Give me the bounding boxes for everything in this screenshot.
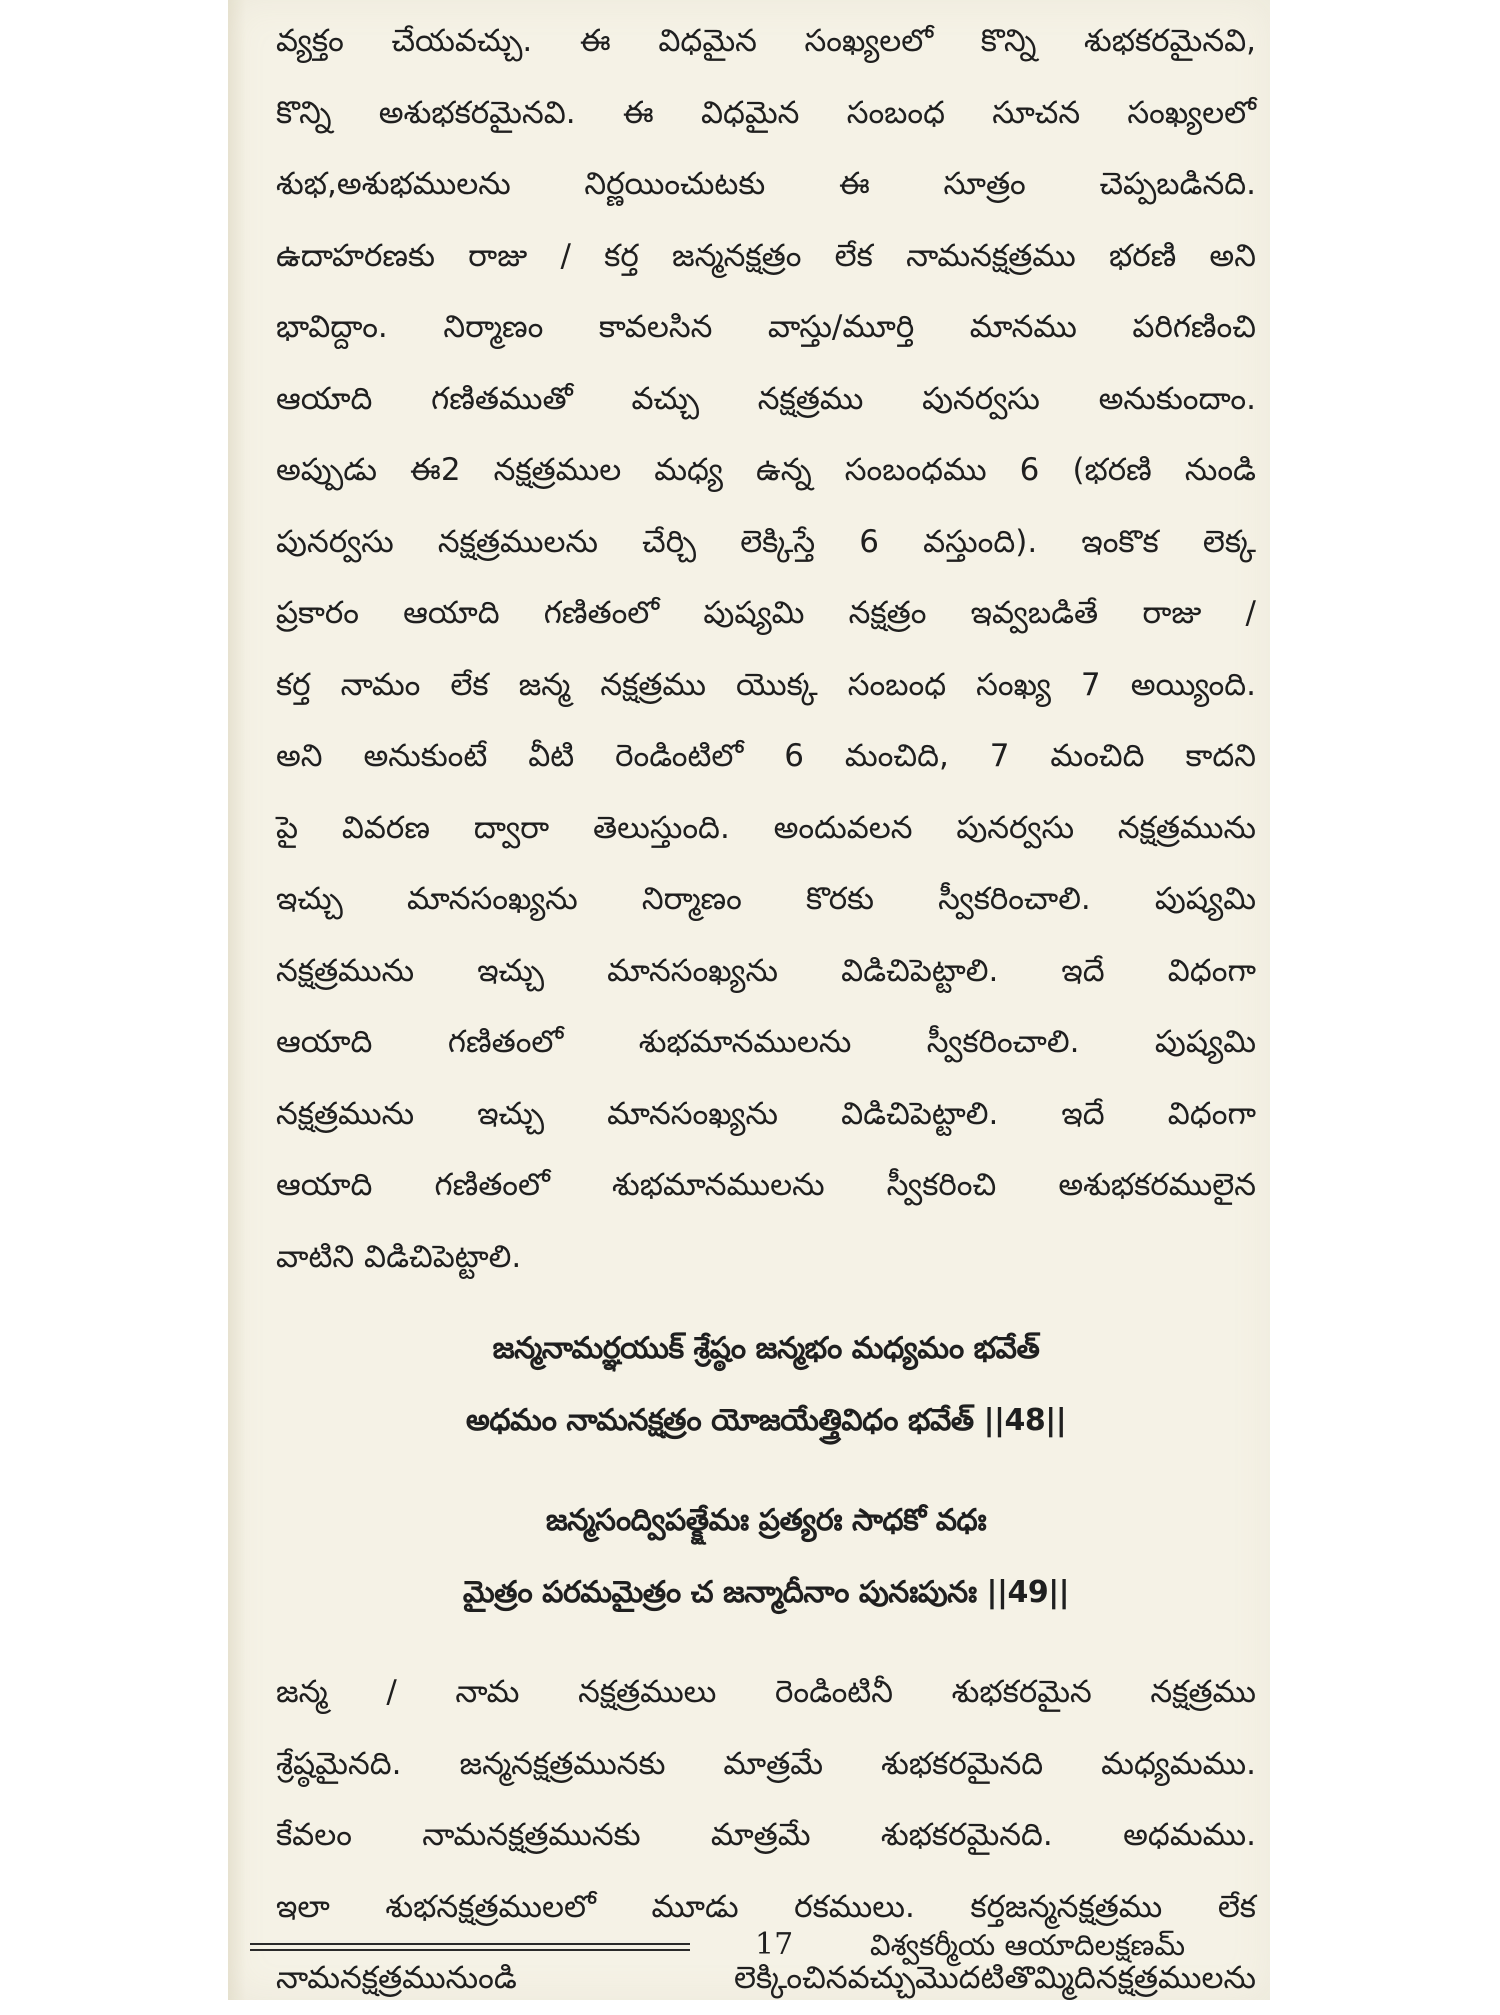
text-line: అప్పుడు ఈ2 నక్షత్రముల మధ్య ఉన్న సంబంధము 6 (భరణి నుండి	[276, 452, 1256, 488]
text-line: భావిద్దాం. నిర్మాణం కావలసిన వాస్తు/మూర్తి మానము పరిగణించి	[276, 309, 1256, 345]
text-line: ప్రకారం ఆయాది గణితంలో పుష్యమి నక్షత్రం ఇవ్వబడితే రాజు /	[276, 595, 1256, 631]
text-line: కర్త నామం లేక జన్మ నక్షత్రము యొక్క సంబంధ సంఖ్య 7 అయ్యింది.	[276, 666, 1256, 703]
text-line: ఇలా శుభనక్షత్రములలో మూడు రకములు. కర్తజన్మనక్షత్రము లేక	[276, 1888, 1256, 1925]
text-line: కేవలం నామనక్షత్రమునకు మాత్రమే శుభకరమైనది. అధమము.	[276, 1817, 1256, 1853]
text-line: కొన్ని అశుభకరమైనవి. ఈ విధమైన సంబంధ సూచన సంఖ్యలలో	[276, 94, 1256, 131]
paragraph-1	[276, 6, 1256, 1293]
book-title: విశ్వకర్మీయ ఆయాదిలక్షణమ్	[870, 1928, 1185, 1962]
verse-line: అధమం నామనక్షత్రం యోజయేత్త్రివిధం భవేత్ ||48||	[465, 1403, 1067, 1438]
page-footer	[250, 1925, 1260, 1965]
text-line: నక్షత్రమును ఇచ్చు మానసంఖ్యను విడిచిపెట్టాలి. ఇదే విధంగా	[276, 952, 1256, 989]
text-line: శుభ,అశుభములను నిర్ణయించుటకు ఈ సూత్రం చెప్పబడినది.	[276, 166, 1256, 202]
page-content	[276, 6, 1256, 2015]
text-line: శ్రేష్ఠమైనది. జన్మనక్షత్రమునకు మాత్రమే శుభకరమైనది మధ్యమము.	[276, 1745, 1256, 1782]
verses-block	[276, 1313, 1256, 1629]
verse-48	[276, 1313, 1256, 1457]
text-line: పునర్వసు నక్షత్రములను చేర్చి లెక్కిస్తే 6 వస్తుంది). ఇంకొక లెక్క	[276, 523, 1256, 560]
footer-rule	[250, 1943, 690, 1955]
verse-line: మైత్రం పరమమైత్రం చ జన్మాదీనాం పునఃపునః ||49||	[462, 1575, 1070, 1610]
text-line: ఇచ్చు మానసంఖ్యను నిర్మాణం కొరకు స్వీకరించాలి. పుష్యమి	[276, 881, 1256, 917]
verse-49	[276, 1485, 1256, 1629]
text-line: వ్యక్తం చేయవచ్చు. ఈ విధమైన సంఖ్యలలో కొన్ని శుభకరమైనవి,	[276, 23, 1256, 59]
text-line: నామనక్షత్రమునుండి లెక్కించినవచ్చుమొదటితొమ్మిదినక్షత్రములను	[276, 1960, 1256, 1996]
text-line: ఆయాది గణితంలో శుభమానములను స్వీకరించి అశుభకరములైన	[276, 1167, 1256, 1203]
text-line: నక్షత్రమును ఇచ్చు మానసంఖ్యను విడిచిపెట్టాలి. ఇదే విధంగా	[276, 1095, 1256, 1132]
book-page	[228, 0, 1270, 2000]
verse-line: జన్మనామర్ఞయుక్ శ్రేష్ఠం జన్మభం మధ్యమం భవేత్	[492, 1331, 1040, 1366]
rule-line	[250, 1949, 690, 1951]
verse-line: జన్మసంద్విపత్క్షేమః ప్రత్యరః సాధకో వధః	[545, 1503, 987, 1538]
text-line: అని అనుకుంటే వీటి రెండింటిలో 6 మంచిది, 7 మంచిది కాదని	[276, 738, 1256, 774]
text-line: ఆయాది గణితముతో వచ్చు నక్షత్రము పునర్వసు అనుకుందాం.	[276, 380, 1256, 417]
text-line: పై వివరణ ద్వారా తెలుస్తుంది. అందువలన పునర్వసు నక్షత్రమును	[276, 809, 1256, 846]
page-number: 17	[755, 1927, 794, 1962]
rule-line	[250, 1943, 690, 1945]
text-line: జన్మ / నామ నక్షత్రములు రెండింటినీ శుభకరమైన నక్షత్రము	[276, 1674, 1256, 1710]
text-line: ఆయాది గణితంలో శుభమానములను స్వీకరించాలి. పుష్యమి	[276, 1024, 1256, 1060]
text-line: వాటిని విడిచిపెట్టాలి.	[276, 1238, 522, 1275]
text-line: ఉదాహరణకు రాజు / కర్త జన్మనక్షత్రం లేక నామనక్షత్రము భరణి అని	[276, 237, 1256, 274]
